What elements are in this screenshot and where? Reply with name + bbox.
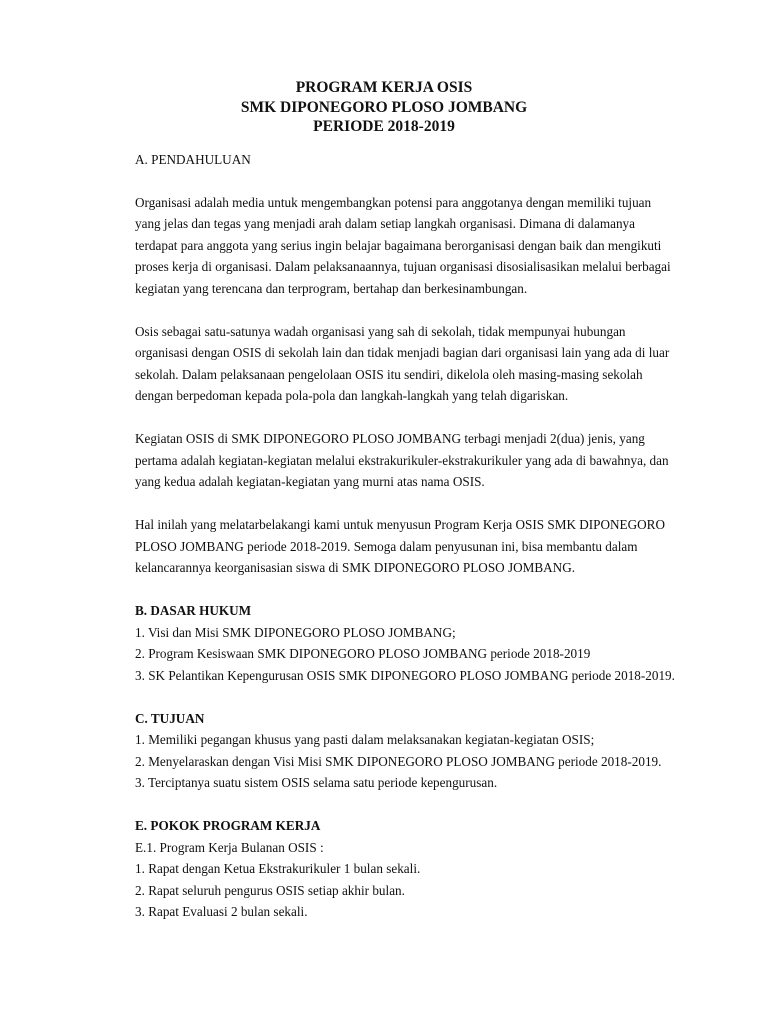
list-item: 2. Program Kesiswaan SMK DIPONEGORO PLOSO JOMBANG periode 2018-2019 [135,646,591,661]
section-e-heading: E. POKOK PROGRAM KERJA [135,818,321,833]
section-e-subheading: E.1. Program Kerja Bulanan OSIS : [135,839,324,855]
paragraph-text: Hal inilah yang melatarbelakangi kami untuk menyusun Program Kerja OSIS SMK DIPONEGORO PLOSO JOMBANG periode 2018-2019. Semoga dalam penyusunan ini, bisa membantu dalam kelancarannya keorganisasian siswa di SMK DIPONEGORO PLOSO JOMBANG. [135,517,665,575]
section-b-heading: B. DASAR HUKUM [135,603,252,618]
list-item: 1. Memiliki pegangan khusus yang pasti dalam melaksanakan kegiatan-kegiatan OSIS; [135,732,595,747]
paragraph-text: Osis sebagai satu-satunya wadah organisasi yang sah di sekolah, tidak mempunyai hubungan organisasi dengan OSIS di sekolah lain dan tidak menjadi bagian dari organisasi lain yang ada di luar sekolah. Dalam pelaksanaan pengelolaan OSIS itu sendiri, dikelola oleh masing-masing sekolah dengan berpedoman kepada pola-pola dan langkah-langkah yang telah digariskan. [135,323,670,403]
paragraph-text: Kegiatan OSIS di SMK DIPONEGORO PLOSO JOMBANG terbagi menjadi 2(dua) jenis, yang pertama adalah kegiatan-kegiatan melalui ekstrakurikuler-ekstrakurikuler yang ada di bawahnya, dan yang kedua adalah kegiatan-kegiatan yang murni atas nama OSIS. [135,431,669,489]
list-item: 3. Rapat Evaluasi 2 bulan sekali. [135,904,308,919]
paragraph-text: Organisasi adalah media untuk mengembangkan potensi para anggotanya dengan memiliki tujuan yang jelas dan tegas yang menjadi arah dalam setiap langkah organisasi. Dimana di dalamanya terdapat para anggota yang serius ingin belajar bagaimana berorganisasi dengan baik dan mengikuti proses kerja di organisasi. Dalam pelaksanaannya, tujuan organisasi disosialisasikan melalui berbagai kegiatan yang terencana dan terprogram, bertahap dan berkesinambungan. [135,194,671,296]
document-title [0,78,768,137]
list-item: 1. Rapat dengan Ketua Ekstrakurikuler 1 bulan sekali. [135,861,421,876]
section-c [135,708,680,794]
paragraph [135,192,680,300]
title-line-2: SMK DIPONEGORO PLOSO JOMBANG [240,98,528,116]
document-body [135,149,680,944]
section-e [135,815,680,923]
list-item: 1. Visi dan Misi SMK DIPONEGORO PLOSO JOMBANG; [135,624,456,640]
list-item: 3. SK Pelantikan Kepengurusan OSIS SMK DIPONEGORO PLOSO JOMBANG periode 2018-2019. [135,667,675,683]
list-item: 2. Rapat seluruh pengurus OSIS setiap akhir bulan. [135,882,405,898]
section-b [135,600,680,686]
section-a-heading: A. PENDAHULUAN [135,152,251,167]
section-c-heading: C. TUJUAN [135,710,205,726]
title-line-1: PROGRAM KERJA OSIS [295,79,473,96]
list-item: 3. Terciptanya suatu sistem OSIS selama satu periode kepengurusan. [135,775,498,790]
list-item: 2. Menyelaraskan dengan Visi Misi SMK DIPONEGORO PLOSO JOMBANG periode 2018-2019. [135,753,662,769]
title-line-3: PERIODE 2018-2019 [313,118,455,135]
paragraph [135,514,680,579]
paragraph [135,428,680,493]
paragraph [135,321,680,407]
